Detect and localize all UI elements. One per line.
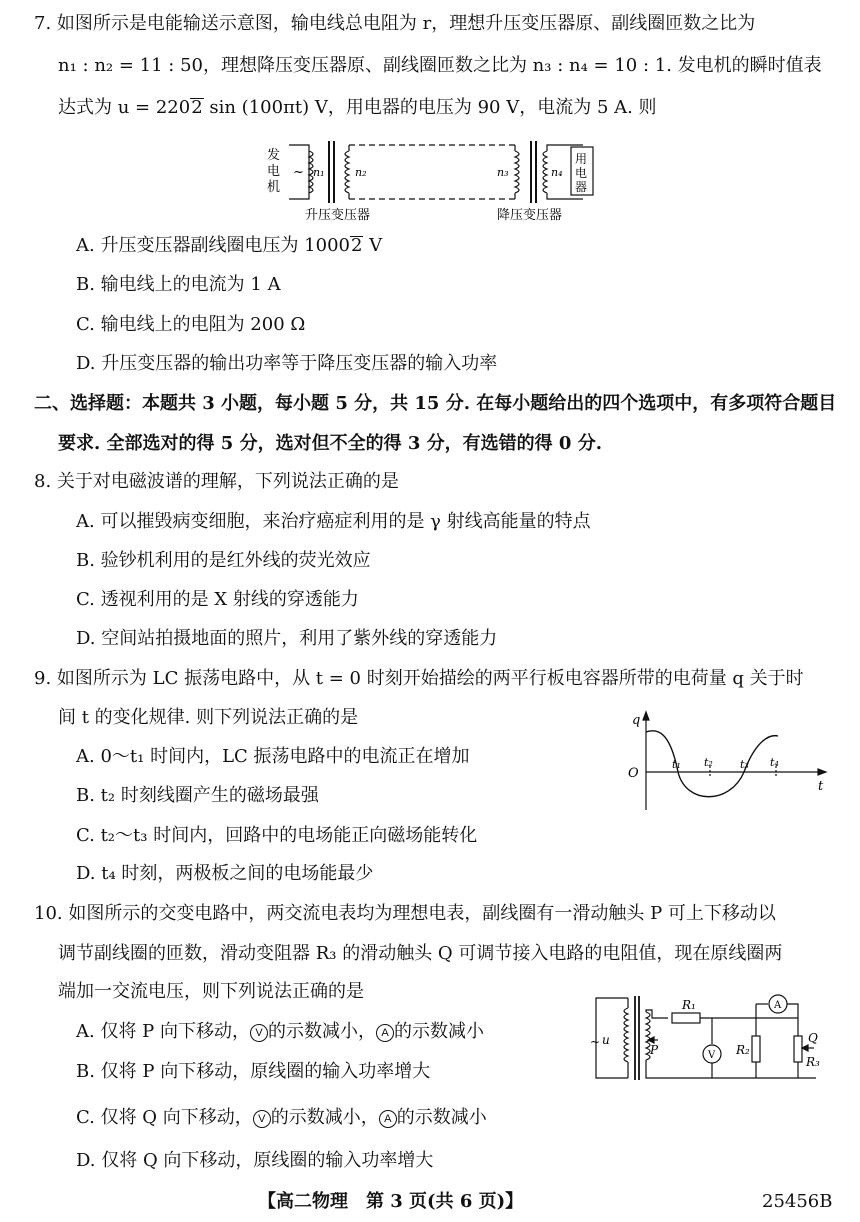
- q7-stem-line1: 7. 如图所示是电能输送示意图，输电线总电阻为 r，理想升压变压器原、副线圈匝数之比为: [34, 13, 756, 34]
- q10-option-d: D. 仅将 Q 向下移动，原线圈的输入功率增大: [76, 1150, 434, 1171]
- q9-stem-line1: 9. 如图所示为 LC 振荡电路中，从 t = 0 时刻开始描绘的两平行板电容器所带的电荷量 q 关于时: [34, 668, 804, 689]
- ammeter-symbol: A: [376, 1024, 394, 1042]
- voltmeter-symbol: V: [250, 1024, 268, 1042]
- footer-code: 25456B: [762, 1191, 833, 1212]
- q8-option-c: C. 透视利用的是 X 射线的穿透能力: [76, 589, 359, 610]
- footer-page-title: 【高二物理 第 3 页(共 6 页)】: [258, 1191, 524, 1212]
- q7-option-a-prefix: A. 升压变压器副线圈电压为 1000: [76, 235, 350, 256]
- q8-stem: 8. 关于对电磁波谱的理解，下列说法正确的是: [34, 471, 399, 492]
- label-n1: n₁: [313, 166, 325, 179]
- q10-option-a-text1: A. 仅将 P 向下移动，: [76, 1021, 250, 1042]
- q7-formula-sqrt: 2: [191, 97, 203, 118]
- q8-option-b: B. 验钞机利用的是红外线的荧光效应: [76, 550, 371, 571]
- r2-label: R₂: [736, 1043, 750, 1057]
- q7-option-a-suffix: V: [363, 235, 383, 256]
- q10-stem-line1: 10. 如图所示的交变电路中，两交流电表均为理想电表，副线圈有一滑动触头 P 可上下移动以: [34, 903, 776, 924]
- q10-stem-line2: 调节副线圈的匝数，滑动变阻器 R₃ 的滑动触头 Q 可调节接入电路的电阻值，现在原线圈两: [58, 943, 783, 964]
- lc-charge-graph: [624, 710, 830, 814]
- section2-line2: 要求. 全部选对的得 5 分，选对但不全的得 3 分，有选错的得 0 分.: [58, 433, 602, 454]
- q10-option-b: B. 仅将 P 向下移动，原线圈的输入功率增大: [76, 1061, 431, 1082]
- q10-option-c-text1: C. 仅将 Q 向下移动，: [76, 1107, 253, 1128]
- origin-label: O: [628, 766, 639, 781]
- q9-option-d: D. t₄ 时刻，两极板之间的电场能最少: [76, 863, 374, 884]
- axis-q-label: q: [632, 713, 641, 728]
- gen-char-2: 电: [267, 164, 281, 179]
- q10-stem-line3: 端加一交流电压，则下列说法正确的是: [58, 981, 364, 1002]
- q10-option-c: [76, 1106, 487, 1130]
- q10-option-c-text2: 的示数减小，: [270, 1107, 379, 1128]
- step-up-label: 升压变压器: [305, 208, 371, 223]
- q7-formula-suffix: sin (100πt) V，用电器的电压为 90 V，电流为 5 A. 则: [203, 97, 657, 118]
- section2-line1: 二、选择题：本题共 3 小题，每小题 5 分，共 15 分. 在每小题给出的四个选项中，有多项符合题目: [34, 393, 837, 414]
- q10-option-a: [76, 1020, 484, 1044]
- load-char-2: 电: [575, 166, 588, 180]
- q7-formula-prefix: 达式为 u = 220: [58, 97, 191, 118]
- voltmeter-letter: V: [708, 1050, 716, 1061]
- q8-option-d: D. 空间站拍摄地面的照片，利用了紫外线的穿透能力: [76, 628, 498, 649]
- q9-option-a: A. 0～t₁ 时间内，LC 振荡电路中的电流正在增加: [76, 746, 470, 767]
- power-transmission-diagram: [265, 137, 605, 227]
- q7-option-a: [76, 234, 382, 258]
- q7-option-b: B. 输电线上的电流为 1 A: [76, 274, 281, 295]
- transformer-circuit-diagram: [588, 990, 838, 1090]
- tick-t4: t₄: [770, 756, 779, 769]
- load-char-3: 器: [575, 180, 588, 194]
- tick-t1: t₁: [672, 758, 681, 771]
- slider-p-label: P: [650, 1043, 659, 1057]
- label-n3: n₃: [497, 166, 509, 179]
- source-u-label: u: [602, 1033, 610, 1047]
- gen-char-1: 发: [267, 148, 281, 163]
- q9-option-b: B. t₂ 时刻线圈产生的磁场最强: [76, 785, 319, 806]
- r1-label: R₁: [682, 998, 696, 1012]
- step-down-label: 降压变压器: [497, 208, 563, 223]
- q7-stem-line3: [58, 96, 657, 120]
- tick-t3: t₃: [740, 758, 749, 771]
- ammeter-letter: A: [774, 1000, 782, 1011]
- q8-option-a: A. 可以摧毁病变细胞，来治疗癌症利用的是 γ 射线高能量的特点: [76, 511, 591, 532]
- q7-stem-line2: n₁ : n₂ = 11 : 50，理想降压变压器原、副线圈匝数之比为 n₃ : n₄ = 10 : 1. 发电机的瞬时值表: [58, 55, 822, 76]
- tick-t2: t₂: [704, 756, 713, 769]
- axis-t-label: t: [818, 779, 824, 794]
- q7-option-a-sqrt: 2: [350, 235, 363, 256]
- label-n4: n₄: [551, 166, 563, 179]
- label-n2: n₂: [355, 166, 367, 179]
- q10-option-a-text2: 的示数减小，: [268, 1021, 376, 1042]
- source-tilde: ~: [590, 1035, 601, 1049]
- q7-option-c: C. 输电线上的电阻为 200 Ω: [76, 314, 306, 335]
- q10-option-a-text3: 的示数减小: [394, 1021, 484, 1042]
- ammeter-symbol: A: [379, 1110, 397, 1128]
- q7-option-d: D. 升压变压器的输出功率等于降压变压器的输入功率: [76, 353, 498, 374]
- gen-char-3: 机: [267, 180, 281, 195]
- voltmeter-symbol: V: [253, 1110, 271, 1128]
- load-char-1: 用: [575, 152, 588, 166]
- slider-q-label: Q: [808, 1031, 818, 1045]
- q9-option-c: C. t₂～t₃ 时间内，回路中的电场能正向磁场能转化: [76, 825, 478, 846]
- q10-option-c-text3: 的示数减小: [396, 1107, 487, 1128]
- q9-stem-line2: 间 t 的变化规律. 则下列说法正确的是: [58, 707, 359, 728]
- generator-tilde: ~: [293, 165, 304, 180]
- r3-label: R₃: [806, 1055, 820, 1069]
